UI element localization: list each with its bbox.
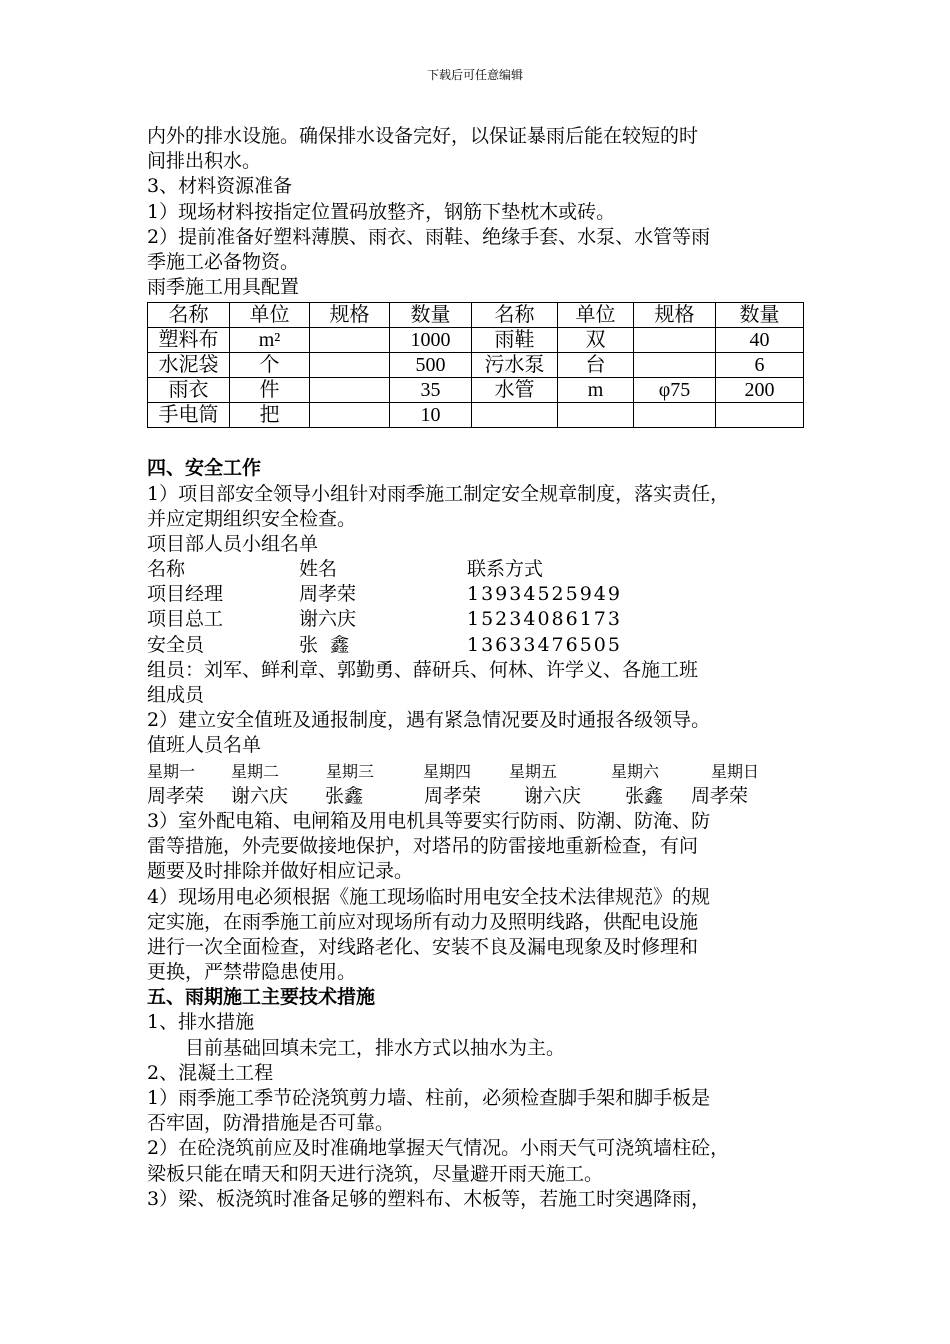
roster-header-cell: 姓名 [299, 558, 338, 581]
duty-day: 星期一 [147, 761, 196, 781]
table-cell: 6 [716, 353, 804, 378]
roster-name: 张 鑫 [299, 633, 350, 656]
roster-phone: 13633476505 [467, 633, 622, 656]
roster-role: 项目总工 [147, 608, 224, 631]
duty-day: 星期三 [326, 761, 375, 781]
section-heading: 五、雨期施工主要技术措施 [147, 986, 376, 1009]
roster-role: 安全员 [147, 633, 205, 656]
table-cell: 件 [230, 378, 310, 403]
roster-header-cell: 联系方式 [467, 558, 544, 581]
table-cell: φ75 [634, 378, 716, 403]
page-header-note: 下载后可任意编辑 [426, 68, 523, 82]
table-cell: 污水泵 [472, 353, 558, 378]
table-cell [558, 403, 634, 428]
table-cell: 水管 [472, 378, 558, 403]
table-cell: m [558, 378, 634, 403]
table-cell: 10 [390, 403, 472, 428]
duty-person: 谢六庆 [231, 784, 289, 807]
roster-row [147, 607, 817, 632]
table-cell [310, 328, 390, 353]
subsection-heading: 2、混凝土工程 [147, 1061, 274, 1084]
text-line: 4）现场用电必须根据《施工现场临时用电安全技术法律规范》的规 [147, 885, 711, 908]
text-line: 3）梁、板浇筑时准备足够的塑料布、木板等，若施工时突遇降雨， [147, 1187, 711, 1210]
table-header-cell: 规格 [310, 303, 390, 328]
table-cell [634, 328, 716, 353]
text-line: 间排出积水。 [147, 150, 262, 173]
table-cell: 手电筒 [148, 403, 230, 428]
roster-name: 谢六庆 [299, 608, 357, 631]
table-cell: m² [230, 328, 310, 353]
table-header-cell: 规格 [634, 303, 716, 328]
table-row [148, 378, 804, 403]
text-line: 2）建立安全值班及通报制度，遇有紧急情况要及时通报各级领导。 [147, 709, 711, 732]
text-line: 1）雨季施工季节砼浇筑剪力墙、柱前，必须检查脚手架和脚手板是 [147, 1087, 711, 1109]
subsection-heading: 3、材料资源准备 [147, 175, 293, 198]
duty-day: 星期五 [509, 761, 558, 781]
duty-day: 星期四 [423, 761, 472, 781]
table-header-cell: 数量 [716, 303, 804, 328]
roster-phone: 15234086173 [467, 608, 622, 631]
table-cell: 水泥袋 [148, 353, 230, 378]
table-cell: 塑料布 [148, 328, 230, 353]
roster-row [147, 633, 817, 658]
text-line: 雷等措施，外壳要做接地保护，对塔吊的防雷接地重新检查，有问 [147, 835, 699, 858]
table-row [148, 328, 804, 353]
text-line: 季施工必备物资。 [147, 250, 300, 273]
roster-role: 项目经理 [147, 583, 224, 606]
document-body [147, 124, 817, 1212]
text-line: 内外的排水设施。确保排水设备完好，以保证暴雨后能在较短的时 [147, 125, 699, 147]
table-row [148, 353, 804, 378]
table-cell: 500 [390, 353, 472, 378]
table-header-cell: 数量 [390, 303, 472, 328]
text-line: 目前基础回填未完工，排水方式以抽水为主。 [185, 1036, 566, 1059]
text-line: 否牢固，防滑措施是否可靠。 [147, 1112, 395, 1135]
table-row [148, 403, 804, 428]
roster-phone: 13934525949 [467, 583, 622, 606]
text-line: 进行一次全面检查，对线路老化、安装不良及漏电现象及时修理和 [147, 935, 699, 958]
text-line: 1）现场材料按指定位置码放整齐，钢筋下垫枕木或砖。 [147, 200, 616, 223]
table-cell: 雨鞋 [472, 328, 558, 353]
duty-person: 张鑫 [625, 784, 664, 807]
table-header-cell: 名称 [472, 303, 558, 328]
duty-day: 星期六 [611, 761, 660, 781]
table-cell [310, 353, 390, 378]
duty-title: 值班人员名单 [147, 734, 262, 757]
duty-person: 张鑫 [325, 784, 364, 807]
text-line: 题要及时排除并做好相应记录。 [147, 860, 414, 883]
text-line: 定实施，在雨季施工前应对现场所有动力及照明线路，供配电设施 [147, 910, 699, 933]
table-header-cell: 名称 [148, 303, 230, 328]
table-cell [310, 378, 390, 403]
text-line: 1）项目部安全领导小组针对雨季施工制定安全规章制度，落实责任， [147, 482, 730, 505]
table-header-cell: 单位 [230, 303, 310, 328]
table-cell: 雨衣 [148, 378, 230, 403]
subsection-heading: 1、排水措施 [147, 1011, 255, 1034]
table-cell: 35 [390, 378, 472, 403]
table-cell: 个 [230, 353, 310, 378]
table-header-cell: 单位 [558, 303, 634, 328]
table-cell: 台 [558, 353, 634, 378]
section-heading: 四、安全工作 [147, 457, 262, 480]
duty-day: 星期日 [711, 761, 760, 781]
duty-person: 周孝荣 [147, 784, 205, 807]
text-line: 并应定期组织安全检查。 [147, 507, 357, 530]
table-header-row [148, 303, 804, 328]
table-cell [634, 353, 716, 378]
table-cell: 200 [716, 378, 804, 403]
table-cell [310, 403, 390, 428]
text-line: 2）在砼浇筑前应及时准确地掌握天气情况。小雨天气可浇筑墙柱砼， [147, 1137, 730, 1160]
table-cell: 双 [558, 328, 634, 353]
roster-row [147, 582, 817, 607]
table-cell: 把 [230, 403, 310, 428]
text-line: 组员：刘军、鲜利章、郭勤勇、薛研兵、何林、许学义、各施工班 [147, 658, 699, 681]
duty-day: 星期二 [231, 761, 280, 781]
duty-person: 谢六庆 [524, 784, 582, 807]
text-line: 梁板只能在晴天和阴天进行浇筑，尽量避开雨天施工。 [147, 1162, 604, 1185]
duty-names-row [147, 784, 817, 809]
roster-title: 项目部人员小组名单 [147, 532, 319, 555]
table-cell: 1000 [390, 328, 472, 353]
table-cell [716, 403, 804, 428]
duty-person: 周孝荣 [424, 784, 482, 807]
duty-person: 周孝荣 [691, 784, 749, 807]
text-line: 2）提前准备好塑料薄膜、雨衣、雨鞋、绝缘手套、水泵、水管等雨 [147, 225, 711, 248]
table-cell [634, 403, 716, 428]
text-line: 3）室外配电箱、电闸箱及用电机具等要实行防雨、防潮、防淹、防 [147, 809, 711, 832]
duty-days-row [147, 759, 817, 784]
roster-header-row [147, 557, 817, 582]
text-line: 更换，严禁带隐患使用。 [147, 961, 357, 984]
table-cell [472, 403, 558, 428]
roster-name: 周孝荣 [299, 583, 357, 606]
table-cell: 40 [716, 328, 804, 353]
tools-table [147, 302, 804, 428]
text-line: 组成员 [147, 684, 205, 706]
roster-header-cell: 名称 [147, 558, 186, 581]
table-title: 雨季施工用具配置 [147, 276, 300, 299]
